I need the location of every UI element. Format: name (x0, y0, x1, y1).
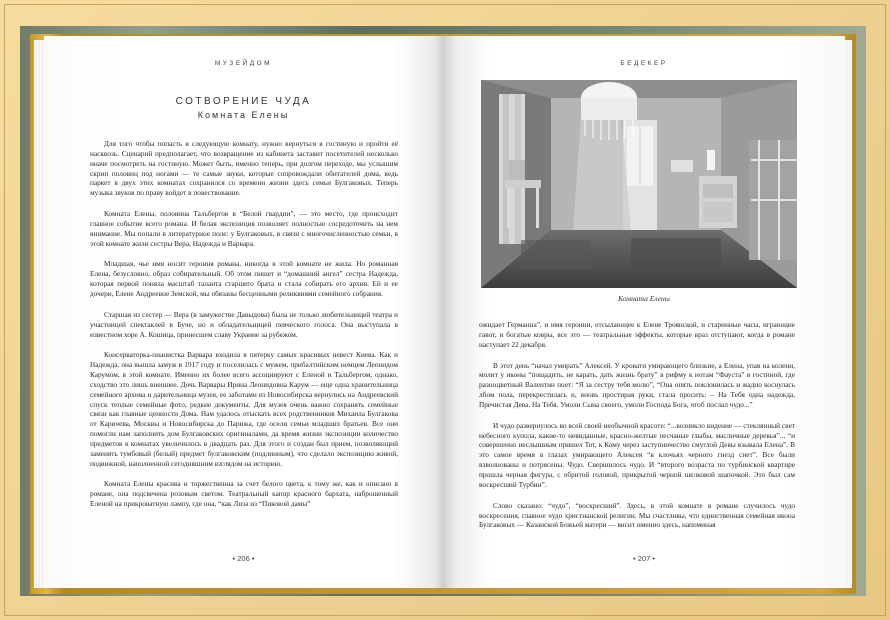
paragraph: Старшая из сестер — Вера (в замужестве Давыдова) была не только любительницей театра и участницей спектаклей в Буче, но и обладательницей певческого голоса. Она выступала в известном хоре А. Кошица, принесшем славу Украине за рубежом. (90, 309, 398, 339)
paragraph: Комната Елены красива и торжественна за счет белого цвета, к тому же, как и описано в романе, она подсвечена розовым светом. Театральный капор красного бархата, наброшенный Еленой на прикроватную лампу, где она, “как Лиза из “Пиковой дамы” (90, 479, 398, 509)
chapter-subtitle: Комната Елены (197, 110, 290, 120)
paragraph: Слово сказано: “чудо”, “воскресший”. Здесь, в этой комнате в романе случилось чудо воскресения, главное чудо христианской религии. Мы счастливы, что единственная семейная икона Булгаковых — Казанской Божьей матери — висит именно здесь, напоминая (479, 500, 795, 530)
photo-caption: Комната Елены (618, 294, 670, 303)
running-head-left: МУЗЕЙДОМ (214, 60, 273, 67)
paragraph: В этот день “начал умирать” Алексей. У кровати умирающего близкие, а Елена, упав на колени, молит у иконы “пощадить, не карать, дать жизнь брату” в рифму к нотам “Фауста” в гостиной, где разноцветный Валентин поет: “Я за сестру тебя молю”, “Она опять поклонилась и жадно коснулась лбом пола, перекрестилась и, вновь простирая руки, стала просить: – На Тебя одна надежда, Пречистая Дева. На Тебя. Умоли Сына своего, умоли Господа Бога, чтоб послал чудо...” (479, 360, 795, 409)
paragraph: Для того чтобы попасть в следующую комнату, нужно вернуться в гостиную и пройти её насквозь. Сценарий предполагает, что возвращение из кабинета заставит посетителей несколько иначе посмотреть на гостиную. Может быть, именно теперь, при долгом переходе, мы услышим скрип половиц под ногами — те самые звуки, которые сопровождали обитателей дома, ведь паркет в двух этих комнатах сохранился со времени жизни здесь семьи Булгаковых. Теперь музыка звуков по праву войдет в повествование. (90, 139, 398, 198)
paragraph: И чудо развернулось во всей своей необычной красоте: “...возникло видение — стеклянный свет небесного купола, какие-то невиданные, красно-желтые песчаные глыбы, масличные деревья”.., “и совершенно неслышным пришел Тот, к Кому через заступничество смуглой Девы взывала Елена”. В это самое время в глазах умирающего Алексея “в клочьях черного гнезд сиет”. Все были взволнованы и потрясены. Чудо. Свершилось чудо. И “второго возраста по турбинской квартире прошла черная фигура, с обритой головой, прикрытой черной шелковой шапочкой. Это был сам воскресший Турбин”. (479, 420, 795, 489)
left-page (44, 36, 443, 588)
paragraph: Младшая, чье имя носит героиня романа, никогда в этой комнате не жила. Но романная Елена, безусловно, образ собирательный. Об этом пишет и “домашний ангел” сестра Надежда, которая первой поняла масштаб таланта старшего брата и стала собирать его архив. Ей и ее дочери, Елене Андреевне Земской, мы обязаны бесценными реликвиями семейного собрания. (90, 259, 398, 298)
page-number-left: • 206 • (232, 554, 255, 563)
page-number-right: • 207 • (633, 554, 655, 563)
right-text-block (479, 320, 795, 541)
room-photo (481, 80, 797, 288)
paragraph: Консерваторка-пианистка Варвара входила в пятерку самых красивых невест Киева. Как и Надежда, она вышла замуж в 1917 году и поселилась с мужем, прибалтийским немцем Леонидом Карумом, в этой комнате. Именно их более всего ассоциируют с Еленой и Тальбергом, однако, сходство это лишь внешнее. Дочь Варвары Ирина Леонидовна Карум — еще одна хранительница семейного архива и дарительница музея, ее заботами из Новосибирска вернулись на Андреевский спуск теплые семейные фото, редкие документы. Для музея очень важно сохранять семейные связи как главные ценности Дома. Нам удалось отыскать всех родственников Михаила Булгакова от Каричева, Москвы и Новосибирска до Парижа, где осели семьи младших братьев. Все они помогли нам заполнить дом Булгаковских оригиналами, да время жизни экспозиции количество предметов в комнатах увеличилось в двадцать раз. Для этого и создан был прием, позволяющий заменять тумбовый (белый) предмет булгаковским (подлинным), что сделало экспозицию живой, подвижной, наполненной сегодняшним взглядом на историю. (90, 350, 398, 468)
running-head-right: БЕДЕКЕР (620, 60, 668, 67)
paragraph: Комната Елены, половина Тальбергов в “Белой гвардии”, — это место, где происходит главное событие всего романа. И белая экспозиция позволяет полностью сосредоточить на нем внимание. Мы попали в литературное поле: у Булгаковых, в связи с многочисленностью семьи, в этой комнате жили сестры Вера, Надежда и Варвара. (90, 209, 398, 248)
paragraph: ожидает Германна”, и имя героини, отсылающее к Елене Троянской, и старинные часы, играющие гавот, и богатые ковры, все это — театральные эффекты, которые враз отступают, когда в романе наступает 22 декабря. (479, 320, 795, 349)
chapter-title: СОТВОРЕНИЕ ЧУДА (175, 96, 312, 107)
left-text-block (90, 139, 398, 520)
right-page (443, 36, 845, 588)
